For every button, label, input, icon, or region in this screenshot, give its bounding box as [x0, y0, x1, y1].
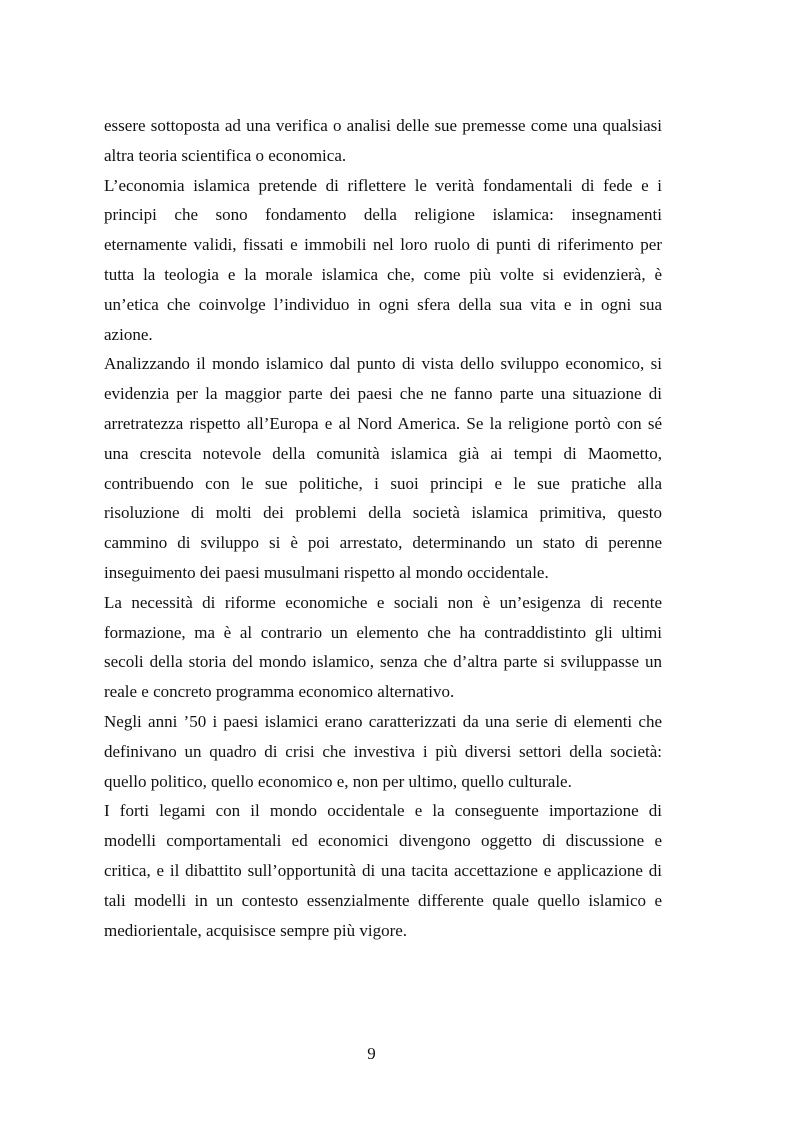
text-line: La necessità di riforme economiche e sociali non è un’esigenza di recente — [104, 592, 662, 612]
text-line: contribuendo con le sue politiche, i suoi principi e le sue pratiche alla — [104, 473, 662, 493]
paragraph-3 — [104, 349, 662, 587]
text-line: critica, e il dibattito sull’opportunità di una tacita accettazione e applicazione di — [104, 860, 662, 880]
text-line: principi che sono fondamento della religione islamica: insegnamenti — [104, 205, 662, 225]
paragraph-4 — [104, 588, 662, 707]
text-line: reale e concreto programma economico alternativo. — [104, 682, 455, 702]
text-line: L’economia islamica pretende di riflettere le verità fondamentali di fede e i — [104, 175, 662, 195]
text-line: I forti legami con il mondo occidentale e la conseguente importazione di — [104, 801, 662, 821]
text-line: mediorientale, acquisisce sempre più vigore. — [104, 920, 408, 940]
text-line: definivano un quadro di crisi che investiva i più diversi settori della società: — [104, 741, 662, 761]
text-line: tutta la teologia e la morale islamica che, come più volte si evidenzierà, è — [104, 264, 662, 284]
text-line: formazione, ma è al contrario un elemento che ha contraddistinto gli ultimi — [104, 622, 662, 642]
text-line: inseguimento dei paesi musulmani rispetto al mondo occidentale. — [104, 562, 549, 582]
paragraph-6 — [104, 796, 662, 945]
text-line: eternamente validi, fissati e immobili nel loro ruolo di punti di riferimento per — [104, 235, 662, 255]
text-line: un’etica che coinvolge l’individuo in ogni sfera della sua vita e in ogni sua — [104, 294, 662, 314]
text-line: altra teoria scientifica o economica. — [104, 145, 347, 165]
paragraph-1 — [104, 111, 662, 171]
text-line: tali modelli in un contesto essenzialmente differente quale quello islamico e — [104, 890, 662, 910]
text-line: essere sottoposta ad una verifica o analisi delle sue premesse come una qualsiasi — [104, 116, 662, 135]
text-line: una crescita notevole della comunità islamica già ai tempi di Maometto, — [104, 443, 662, 463]
page-number: 9 — [367, 1044, 376, 1063]
text-line: evidenzia per la maggior parte dei paesi che ne fanno parte una situazione di — [104, 384, 662, 404]
paragraph-5 — [104, 707, 662, 796]
text-line: arretratezza rispetto all’Europa e al Nord America. Se la religione portò con sé — [104, 413, 662, 433]
paragraph-2 — [104, 171, 662, 350]
text-line: Negli anni ’50 i paesi islamici erano caratterizzati da una serie di elementi che — [104, 711, 662, 731]
text-line: azione. — [104, 324, 153, 344]
text-line: risoluzione di molti dei problemi della società islamica primitiva, questo — [104, 503, 662, 523]
text-line: modelli comportamentali ed economici divengono oggetto di discussione e — [104, 831, 662, 851]
text-line: cammino di sviluppo si è poi arrestato, determinando un stato di perenne — [104, 533, 662, 553]
page-body — [104, 111, 662, 945]
text-line: secoli della storia del mondo islamico, senza che d’altra parte si sviluppasse un — [104, 652, 662, 672]
text-line: quello politico, quello economico e, non per ultimo, quello culturale. — [104, 771, 572, 791]
text-line: Analizzando il mondo islamico dal punto di vista dello sviluppo economico, si — [104, 354, 662, 374]
